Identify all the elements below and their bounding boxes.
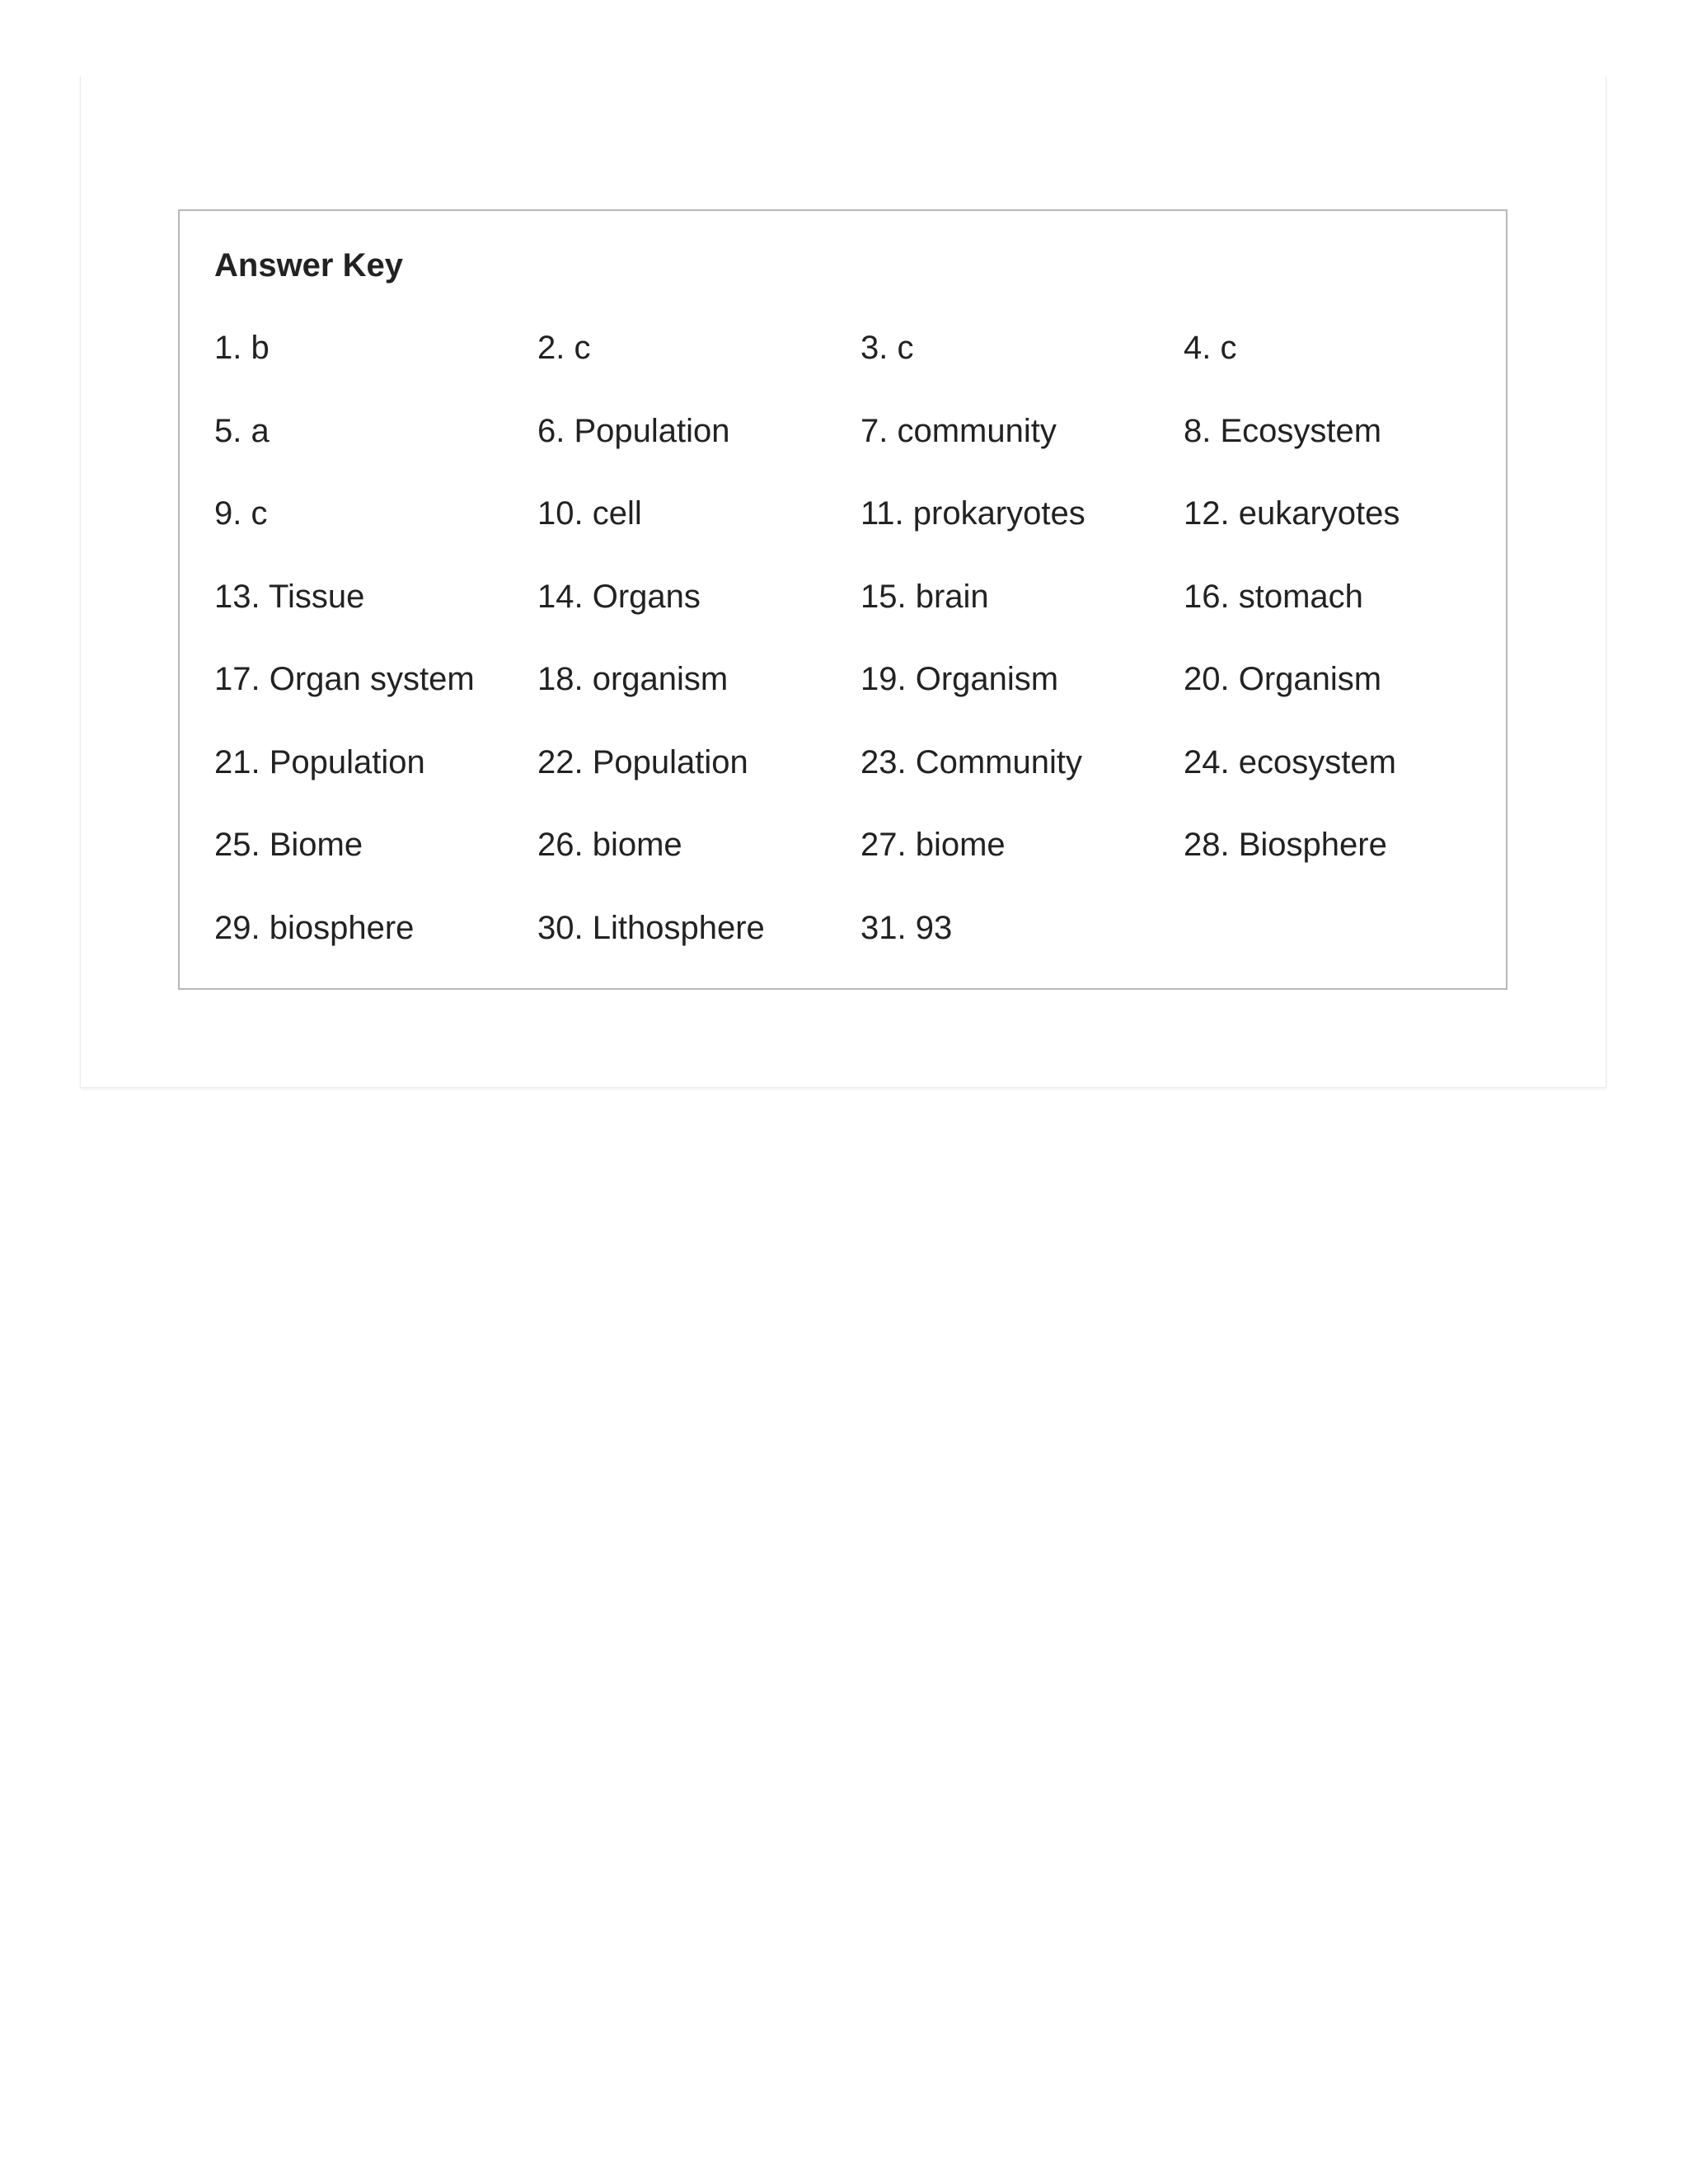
answer-item-1: 1. b: [214, 330, 270, 366]
answer-key-box: [178, 209, 1507, 990]
answer-item-20: 20. Organism: [1184, 661, 1382, 697]
answer-item-18: 18. organism: [537, 661, 729, 697]
answer-key-title: Answer Key: [214, 247, 403, 284]
answer-item-30: 30. Lithosphere: [537, 909, 765, 946]
answer-item-3: 3. c: [860, 330, 914, 366]
answer-item-7: 7. community: [860, 412, 1057, 449]
answer-item-29: 29. biosphere: [214, 909, 415, 946]
answer-item-8: 8. Ecosystem: [1184, 412, 1382, 449]
answer-item-2: 2. c: [537, 330, 591, 366]
answer-grid: [214, 328, 1507, 991]
answer-item-31: 31. 93: [860, 909, 953, 946]
answer-item-4: 4. c: [1184, 330, 1237, 366]
answer-item-5: 5. a: [214, 412, 270, 449]
answer-item-10: 10. cell: [537, 495, 642, 532]
answer-item-22: 22. Population: [537, 743, 748, 780]
answer-item-12: 12. eukaryotes: [1184, 495, 1400, 532]
answer-item-9: 9. c: [214, 495, 268, 532]
answer-item-21: 21. Population: [214, 743, 425, 780]
answer-item-25: 25. Biome: [214, 827, 363, 863]
answer-item-26: 26. biome: [537, 827, 682, 863]
answer-item-6: 6. Population: [537, 412, 730, 449]
answer-item-23: 23. Community: [860, 743, 1082, 780]
answer-item-13: 13. Tissue: [214, 578, 365, 615]
answer-item-24: 24. ecosystem: [1184, 743, 1396, 780]
answer-item-17: 17. Organ system: [214, 661, 475, 697]
answer-item-11: 11. prokaryotes: [860, 495, 1085, 532]
answer-item-28: 28. Biosphere: [1184, 827, 1387, 863]
answer-item-14: 14. Organs: [537, 578, 701, 615]
answer-item-16: 16. stomach: [1184, 578, 1363, 615]
answer-item-27: 27. biome: [860, 827, 1006, 863]
answer-item-15: 15. brain: [860, 578, 989, 615]
answer-item-19: 19. Organism: [860, 661, 1059, 697]
